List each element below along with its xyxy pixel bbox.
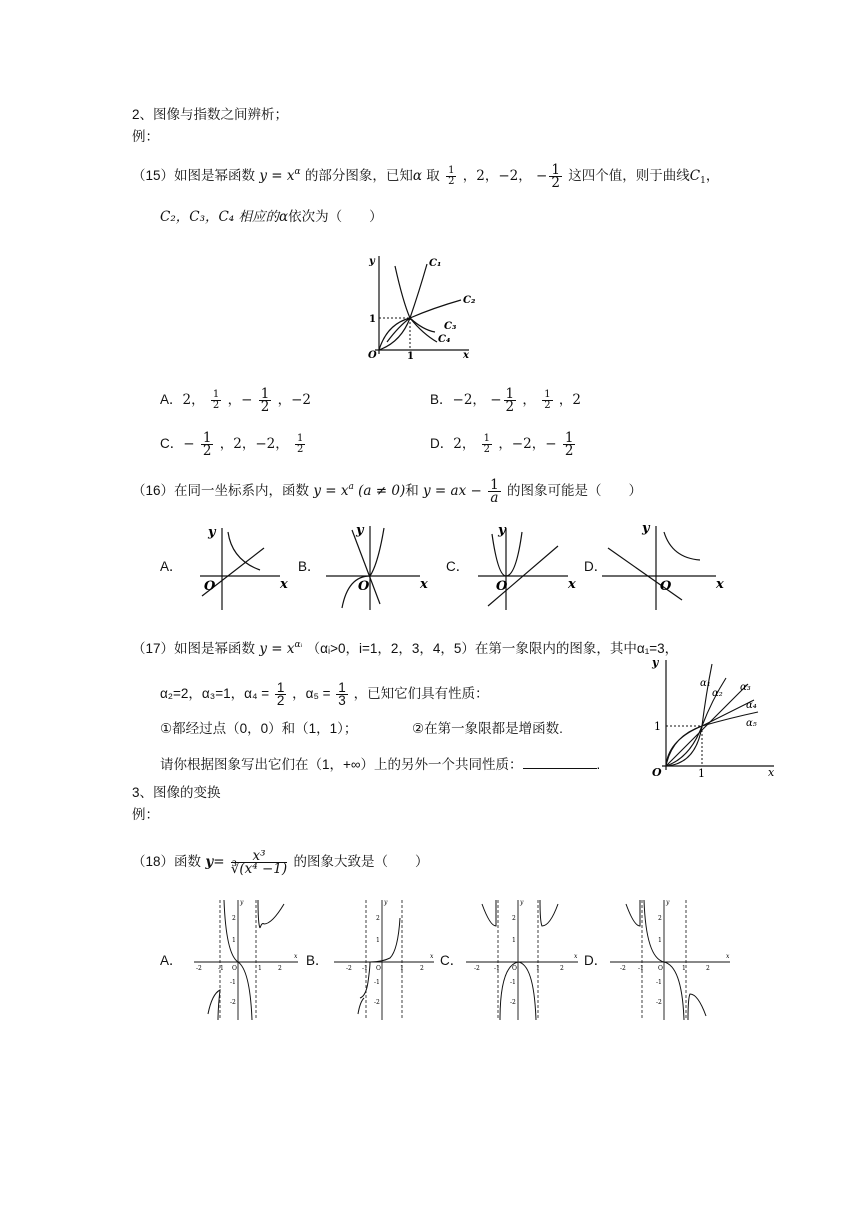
q15-stem: （15）如图是幂函数 $y = x^\alpha$ 的部分图象，已知α 取 $\frac{1}{2}$ ，2，−2， − $\frac{1}{2}$ 这四个值，则于曲线$C_1$， [132,162,720,191]
q15-tick-x: 1 [407,351,414,362]
q17-graph [650,654,782,780]
svg-text:-2: -2 [346,965,352,972]
answer-blank[interactable] [523,756,597,769]
svg-text:y: y [642,521,650,536]
svg-text:y: y [208,525,216,540]
svg-text:x: x [568,577,576,592]
svg-text:y: y [384,899,388,906]
svg-text:1: 1 [232,937,236,944]
q16-graph-b [322,520,434,612]
q15-axis-y: y [369,256,375,267]
q18-label-b[interactable]: B． [306,953,329,968]
q15-axis-x: x [463,350,469,361]
svg-text:-2: -2 [656,999,662,1006]
svg-text:2: 2 [512,915,516,922]
svg-text:O: O [652,766,662,779]
svg-text:α₅: α₅ [746,718,757,729]
svg-text:α₄: α₄ [746,700,757,711]
svg-text:-1: -1 [638,965,644,972]
svg-text:α₂: α₂ [712,688,723,699]
svg-text:1: 1 [654,720,661,733]
q16-label-a[interactable]: A． [160,559,183,574]
svg-text:2: 2 [560,965,564,972]
q15-stem-line2: C₂，C₃，C₄ 相应的α依次为（ ） [160,209,383,225]
q15-origin: O [368,350,377,361]
svg-text:1: 1 [400,965,404,972]
q15-label-c1: C₁ [429,258,442,269]
svg-text:O: O [232,965,237,972]
svg-text:x: x [430,953,434,960]
section-2-title: 2、图像与指数之间辨析； [132,107,289,122]
svg-text:-2: -2 [474,965,480,972]
svg-text:-1: -1 [510,979,516,986]
svg-text:2: 2 [376,915,380,922]
svg-text:2: 2 [420,965,424,972]
q15-label-c3: C₃ [444,321,457,332]
svg-text:1: 1 [682,965,686,972]
example-label-2: 例： [132,807,159,822]
section-3-title: 3、图像的变换 [132,785,221,800]
q15-option-a[interactable]: A．2， $\frac{1}{2}$ ，− $\frac{1}{2}$ ，−2 [160,386,311,415]
svg-text:O: O [358,579,370,594]
q18-label-d[interactable]: D． [584,953,608,968]
svg-text:2: 2 [658,915,662,922]
svg-text:x: x [280,577,288,592]
svg-text:2: 2 [232,915,236,922]
q18-label-a[interactable]: A． [160,953,183,968]
svg-text:-1: -1 [230,979,236,986]
q17-question: 请你根据图象写出它们在（1，+∞）上的另外一个共同性质： . [160,757,601,772]
svg-text:-2: -2 [230,999,236,1006]
q16-label-d[interactable]: D． [584,559,608,574]
svg-text:-1: -1 [656,979,662,986]
svg-text:x: x [294,953,298,960]
svg-text:α₁: α₁ [700,678,711,689]
svg-text:-1: -1 [374,979,380,986]
q18-graph-b [330,898,440,1022]
svg-text:α₃: α₃ [740,682,751,693]
q18-graph-a [190,898,306,1022]
svg-text:-1: -1 [494,965,500,972]
svg-text:1: 1 [376,937,380,944]
q17-stem: （17）如图是幂函数 $y = x^{\alpha ᵢ}$ （αᵢ>0，i=1，2，3，4，5）在第一象限内的图象，其中α₁=3， [132,640,679,657]
svg-text:-2: -2 [620,965,626,972]
example-label: 例： [132,129,159,144]
q15-tick-y: 1 [369,314,376,325]
svg-text:-1: -1 [362,965,368,972]
svg-text:-1: -1 [218,965,224,972]
svg-text:x: x [574,953,578,960]
q15-option-c[interactable]: C．− $\frac{1}{2}$ ，2，−2， $\frac{1}{2}$ [160,430,304,459]
q16-label-b[interactable]: B． [298,559,321,574]
svg-text:x: x [716,577,724,592]
svg-text:1: 1 [512,937,516,944]
svg-text:y: y [520,899,524,906]
svg-text:y: y [652,656,659,669]
q17-property-2: ②在第一象限都是增函数. [412,721,563,736]
q16-stem: （16）在同一坐标系内，函数 $y = x^a$ (a ≠ 0)和 y = ax − $\frac{1}{a}$ 的图象可能是（ ） [132,477,642,506]
svg-text:1: 1 [536,965,540,972]
q16-graph-d [600,518,732,612]
svg-text:y: y [356,523,364,538]
q16-graph-c [476,520,580,612]
svg-text:1: 1 [698,767,705,780]
svg-text:-2: -2 [374,999,380,1006]
svg-text:y: y [666,899,670,906]
svg-text:O: O [376,965,381,972]
svg-text:-2: -2 [510,999,516,1006]
svg-text:O: O [512,965,517,972]
q15-option-b[interactable]: B．−2， − $\frac{1}{2}$ ， $\frac{1}{2}$ ，2 [430,386,581,415]
svg-text:y: y [498,523,506,538]
svg-text:O: O [660,579,672,594]
svg-text:O: O [204,579,216,594]
q17-stem-line2: α₂=2，α₃=1，α₄ = $\frac{1}{2}$ ，α₅ = $\frac{1}{3}$ ，已知它们具有性质： [160,680,489,708]
q15-label-c2: C₂ [463,295,476,306]
q15-option-d[interactable]: D．2， $\frac{1}{2}$ ，−2，− $\frac{1}{2}$ [430,430,574,459]
q18-graph-c [462,898,586,1022]
svg-text:x: x [726,953,730,960]
svg-text:1: 1 [258,965,262,972]
q17-property-1: ①都经过点（0，0）和（1，1）； [160,721,358,736]
q15-label-c4: C₄ [438,334,451,345]
q16-graph-a [198,520,294,612]
svg-text:x: x [420,577,428,592]
svg-text:x: x [768,766,775,779]
svg-text:-2: -2 [196,965,202,972]
svg-text:2: 2 [278,965,282,972]
svg-text:1: 1 [658,937,662,944]
q18-graph-d [606,898,736,1022]
svg-text:O: O [658,965,663,972]
svg-text:O: O [496,579,508,594]
q18-label-c[interactable]: C． [440,953,464,968]
svg-text:2: 2 [706,965,710,972]
q18-stem: （18）函数 y= $\frac{\text{x³}}{\text{∛(x⁴ −1)}}$ 的图象大致是（ ） [132,848,429,877]
q15-graph [365,252,476,362]
q16-label-c[interactable]: C． [446,559,470,574]
svg-text:y: y [240,899,244,906]
